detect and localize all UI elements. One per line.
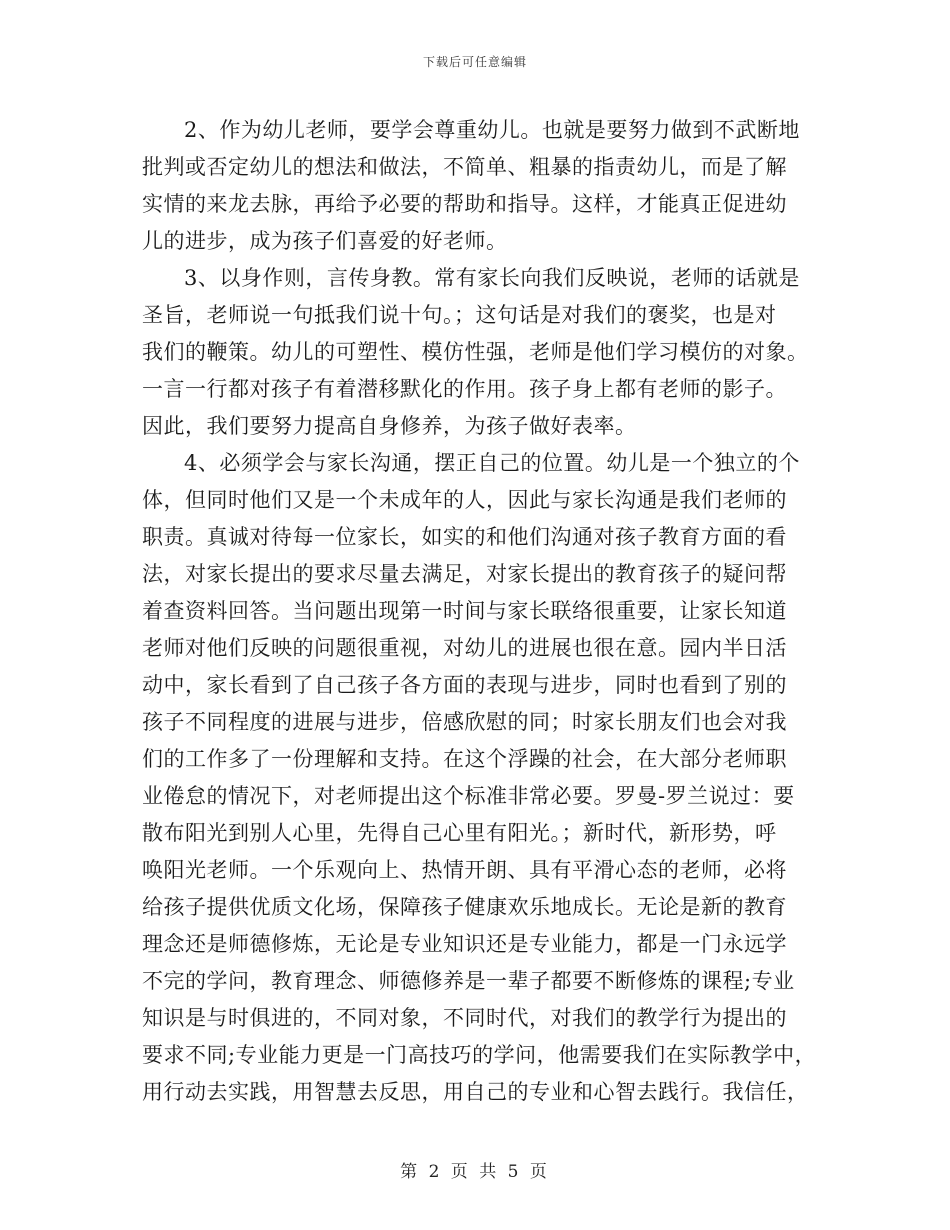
paragraph-line: 理念还是师德修炼，无论是专业知识还是专业能力，都是一门永远学 (142, 932, 787, 956)
paragraph-line: 圣旨，老师说一句抵我们说十句。；这句话是对我们的褒奖，也是对 (142, 303, 777, 327)
paragraph-line: 儿的进步，成为孩子们喜爱的好老师。 (142, 229, 508, 253)
paragraph-line: 因此，我们要努力提高自身修养，为孩子做好表率。 (142, 414, 637, 438)
paragraph-line: 业倦怠的情况下，对老师提出这个标准非常必要。罗曼-罗兰说过：要 (142, 784, 795, 808)
paragraph-line: 给孩子提供优质文化场，保障孩子健康欢乐地成长。无论是新的教育 (142, 895, 787, 919)
paragraph-line: 批判或否定幼儿的想法和做法，不简单、粗暴的指责幼儿，而是了解 (142, 155, 787, 179)
paragraph-line: 我们的鞭策。幼儿的可塑性、模仿性强，老师是他们学习模仿的对象。 (142, 340, 809, 364)
paragraph-line: 用行动去实践，用智慧去反思，用自己的专业和心智去践行。我信任， (142, 1080, 809, 1104)
paragraph-line: 职责。真诚对待每一位家长，如实的和他们沟通对孩子教育方面的看 (142, 525, 787, 549)
paragraph-line: 散布阳光到别人心里，先得自己心里有阳光。；新时代，新形势，呼 (142, 821, 777, 845)
page-header: 下载后可任意编辑 (422, 55, 527, 69)
paragraph-line: 4、必须学会与家长沟通，摆正自己的位置。幼儿是一个独立的个 (184, 451, 800, 475)
page-number: 第 2 页 共 5 页 (400, 1162, 550, 1182)
paragraph-line: 不完的学问，教育理念、师德修养是一辈子都要不断修炼的课程;专业 (142, 969, 795, 993)
paragraph-line: 一言一行都对孩子有着潜移默化的作用。孩子身上都有老师的影子。 (142, 377, 787, 401)
paragraph-line: 动中，家长看到了自己孩子各方面的表现与进步，同时也看到了别的 (142, 673, 787, 697)
paragraph-line: 们的工作多了一份理解和支持。在这个浮躁的社会，在大部分老师职 (142, 747, 787, 771)
paragraph-line: 老师对他们反映的问题很重视，对幼儿的进展也很在意。园内半日活 (142, 636, 787, 660)
paragraph-line: 体，但同时他们又是一个未成年的人，因此与家长沟通是我们老师的 (142, 488, 787, 512)
paragraph-line: 法，对家长提出的要求尽量去满足，对家长提出的教育孩子的疑问帮 (142, 562, 787, 586)
paragraph-line: 2、作为幼儿老师，要学会尊重幼儿。也就是要努力做到不武断地 (184, 118, 800, 142)
paragraph-line: 要求不同;专业能力更是一门高技巧的学问，他需要我们在实际教学中， (142, 1043, 817, 1067)
paragraph-line: 孩子不同程度的进展与进步，倍感欣慰的同；时家长朋友们也会对我 (142, 710, 787, 734)
paragraph-line: 实情的来龙去脉，再给予必要的帮助和指导。这样，才能真正促进幼 (142, 192, 787, 216)
paragraph-line: 着查资料回答。当问题出现第一时间与家长联络很重要，让家长知道 (142, 599, 787, 623)
paragraph-line: 唤阳光老师。一个乐观向上、热情开朗、具有平滑心态的老师，必将 (142, 858, 787, 882)
document-body (142, 112, 817, 1111)
paragraph-line: 3、以身作则，言传身教。常有家长向我们反映说，老师的话就是 (184, 266, 800, 290)
paragraph-line: 知识是与时俱进的，不同对象，不同时代，对我们的教学行为提出的 (142, 1006, 787, 1030)
